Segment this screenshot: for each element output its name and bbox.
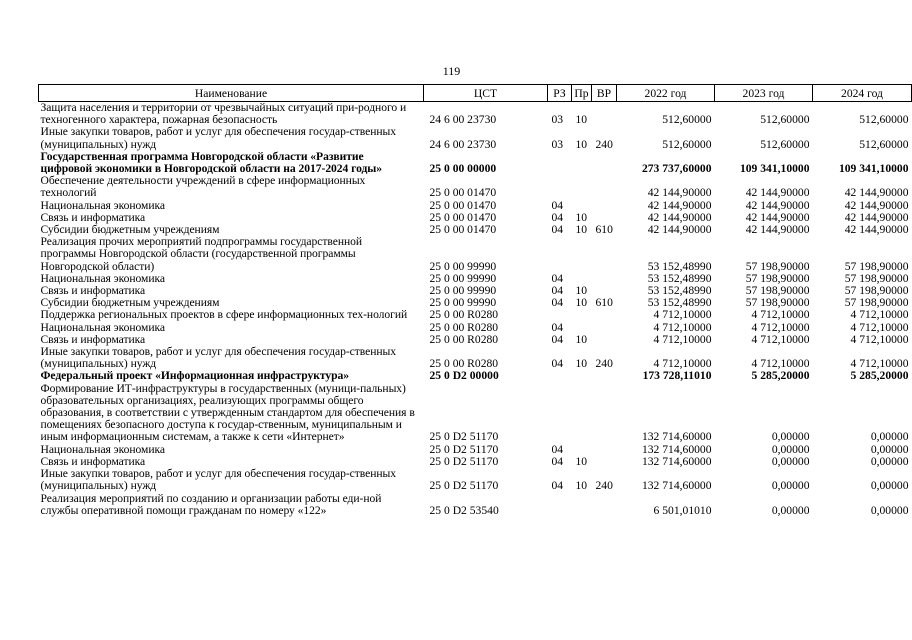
column-header-name: Наименование (39, 85, 424, 102)
cell-pr (572, 493, 592, 517)
cell-name: Национальная экономика (40, 442, 165, 456)
table-row (39, 309, 912, 321)
cell-rz: 04 (551, 357, 564, 371)
table-row (39, 126, 912, 150)
cell-pr: 10 (575, 332, 588, 346)
cell-2022: 42 144,90000 (647, 223, 712, 237)
cell-name: Государственная программа Новгородской области «Развитие цифровой экономики в Новгородской области на 2017-2024 годы» (40, 149, 383, 176)
cell-2023: 0,00000 (771, 442, 810, 456)
cell-pr: 10 (575, 223, 588, 237)
cell-rz: 04 (551, 271, 564, 285)
cell-cst: 25 0 D2 51170 (429, 442, 499, 456)
cell-rz (548, 175, 572, 199)
cell-rz (548, 370, 572, 382)
cell-2023: 512,60000 (760, 137, 810, 151)
cell-vr: 240 (595, 357, 613, 371)
cell-cst: 25 0 00 01470 (429, 210, 497, 224)
cell-pr (572, 236, 592, 273)
cell-cst: 25 0 00 99990 (429, 284, 497, 298)
cell-2024: 57 198,90000 (844, 284, 909, 298)
column-header-2023: 2023 год (715, 85, 813, 102)
cell-pr (572, 370, 592, 382)
cell-2023: 512,60000 (760, 113, 810, 127)
cell-vr (592, 175, 617, 199)
cell-2023: 4 712,10000 (751, 320, 810, 334)
cell-cst: 25 0 D2 51170 (429, 479, 499, 493)
table-row (39, 383, 912, 444)
cell-2024: 4 712,10000 (850, 320, 909, 334)
cell-2024: 42 144,90000 (844, 210, 909, 224)
cell-2022: 53 152,48990 (647, 296, 712, 310)
cell-cst: 25 0 00 R0280 (429, 320, 499, 334)
cell-2024: 57 198,90000 (844, 271, 909, 285)
cell-2022: 273 737,60000 (641, 162, 712, 176)
table-body (39, 102, 912, 517)
table-row (39, 346, 912, 370)
cell-2022: 512,60000 (662, 137, 712, 151)
cell-rz: 04 (551, 198, 564, 212)
cell-2022: 42 144,90000 (647, 210, 712, 224)
cell-2024: 0,00000 (870, 442, 909, 456)
cell-name: Связь и информатика (40, 284, 146, 298)
cell-name: Формирование ИТ-инфраструктуры в государственных (муници-пальных) образовательных организациях, реализующих программы общего образования, в соответствии с утвержденным стандартом для обеспечения в помещениях безопасного доступа к государ-ственным, муниципальным и иным информационным системам, а также к сети «Интернет» (40, 381, 415, 444)
cell-2022: 4 712,10000 (653, 320, 712, 334)
cell-pr: 10 (575, 284, 588, 298)
budget-table (38, 84, 912, 517)
cell-rz (548, 309, 572, 321)
cell-2024: 4 712,10000 (850, 308, 909, 322)
cell-vr (592, 273, 617, 285)
cell-pr (572, 200, 592, 212)
cell-rz: 04 (551, 210, 564, 224)
table-row (39, 200, 912, 212)
cell-rz: 03 (551, 113, 564, 127)
cell-2024: 109 341,10000 (838, 162, 909, 176)
cell-cst: 25 0 00 99990 (429, 296, 497, 310)
cell-cst: 25 0 D2 53540 (429, 503, 499, 517)
cell-2023: 5 285,20000 (751, 369, 810, 383)
cell-vr: 610 (595, 296, 613, 310)
cell-pr (572, 151, 592, 175)
cell-name: Защита населения и территории от чрезвычайных ситуаций при-родного и техногенного характера, пожарная безопасность (40, 101, 407, 127)
cell-2022: 173 728,11010 (642, 369, 712, 383)
cell-cst: 25 0 00 00000 (429, 162, 497, 176)
cell-2024: 512,60000 (859, 113, 909, 127)
cell-name: Реализация прочих мероприятий подпрограммы государственной программы Новгородской области (государственной программы Новгородской области) (40, 235, 363, 273)
cell-2024: 5 285,20000 (850, 369, 909, 383)
page-number: 119 (442, 64, 461, 78)
table-row (39, 468, 912, 492)
cell-2024: 42 144,90000 (844, 223, 909, 237)
table-row (39, 151, 912, 175)
cell-pr: 10 (575, 210, 588, 224)
cell-2022: 512,60000 (662, 113, 712, 127)
cell-vr (592, 200, 617, 212)
column-header-vr: ВР (592, 85, 617, 102)
cell-vr (592, 444, 617, 456)
column-header-rz: РЗ (548, 85, 572, 102)
cell-2024: 57 198,90000 (844, 296, 909, 310)
cell-2022: 4 712,10000 (653, 308, 712, 322)
table-row (39, 175, 912, 199)
cell-2023: 42 144,90000 (745, 223, 810, 237)
cell-rz: 04 (551, 442, 564, 456)
cell-pr: 10 (575, 454, 588, 468)
cell-name: Связь и информатика (40, 454, 146, 468)
table-row (39, 102, 912, 127)
cell-name: Связь и информатика (40, 210, 146, 224)
cell-vr (592, 151, 617, 175)
cell-name: Национальная экономика (40, 198, 165, 212)
cell-cst: 25 0 00 01470 (429, 223, 497, 237)
cell-name: Национальная экономика (40, 320, 165, 334)
cell-cst: 25 0 00 99990 (429, 271, 497, 285)
cell-cst: 24 6 00 23730 (429, 113, 497, 127)
cell-name: Субсидии бюджетным учреждениям (40, 296, 220, 310)
cell-rz (548, 236, 572, 273)
cell-pr (572, 309, 592, 321)
cell-vr (592, 383, 617, 444)
column-header-cst: ЦСТ (424, 85, 548, 102)
cell-2022: 132 714,60000 (641, 479, 712, 493)
cell-2023: 0,00000 (771, 503, 810, 517)
cell-cst: 25 0 00 R0280 (429, 332, 499, 346)
cell-2023: 42 144,90000 (745, 210, 810, 224)
cell-cst: 25 0 D2 51170 (429, 454, 499, 468)
cell-2023: 109 341,10000 (739, 162, 810, 176)
cell-2024: 0,00000 (870, 479, 909, 493)
cell-vr (592, 456, 617, 468)
cell-2023: 4 712,10000 (751, 332, 810, 346)
cell-2024: 4 712,10000 (850, 357, 909, 371)
cell-rz (548, 493, 572, 517)
table-row (39, 236, 912, 273)
column-header-2022: 2022 год (617, 85, 715, 102)
cell-vr (592, 236, 617, 273)
cell-2022: 53 152,48990 (647, 284, 712, 298)
cell-pr: 10 (575, 357, 588, 371)
cell-rz: 04 (551, 479, 564, 493)
column-header-pr: Пр (572, 85, 592, 102)
cell-cst: 24 6 00 23730 (429, 137, 497, 151)
cell-2024: 57 198,90000 (844, 259, 909, 273)
cell-2022: 6 501,01010 (653, 503, 712, 517)
cell-2023: 42 144,90000 (745, 186, 810, 200)
cell-2022: 132 714,60000 (641, 430, 712, 444)
cell-rz: 04 (551, 296, 564, 310)
cell-2024: 4 712,10000 (850, 332, 909, 346)
cell-2022: 53 152,48990 (647, 259, 712, 273)
table-row (39, 370, 912, 382)
cell-2023: 4 712,10000 (751, 308, 810, 322)
cell-2023: 57 198,90000 (745, 284, 810, 298)
cell-name: Обеспечение деятельности учреждений в сфере информационных технологий (40, 174, 366, 200)
cell-2024: 0,00000 (870, 454, 909, 468)
cell-name: Иные закупки товаров, работ и услуг для обеспечения государ-ственных (муниципальных) нужд (40, 467, 397, 493)
cell-2023: 0,00000 (771, 430, 810, 444)
cell-2023: 0,00000 (771, 479, 810, 493)
cell-pr (572, 383, 592, 444)
cell-name: Иные закупки товаров, работ и услуг для обеспечения государ-ственных (муниципальных) нужд (40, 125, 397, 151)
cell-cst: 25 0 D2 51170 (429, 430, 499, 444)
cell-pr: 10 (575, 479, 588, 493)
cell-cst: 25 0 00 99990 (429, 259, 497, 273)
cell-2022: 132 714,60000 (641, 442, 712, 456)
cell-2022: 42 144,90000 (647, 186, 712, 200)
cell-cst: 25 0 00 R0280 (429, 357, 499, 371)
cell-vr (592, 370, 617, 382)
cell-2022: 53 152,48990 (647, 271, 712, 285)
cell-name: Реализация мероприятий по созданию и организации работы еди-ной службы оперативной помощи гражданам по номеру «122» (40, 491, 382, 517)
cell-pr (572, 175, 592, 199)
cell-rz: 03 (551, 137, 564, 151)
cell-2023: 57 198,90000 (745, 259, 810, 273)
column-header-2024: 2024 год (813, 85, 912, 102)
cell-2024: 42 144,90000 (844, 186, 909, 200)
cell-rz: 04 (551, 223, 564, 237)
cell-rz (548, 151, 572, 175)
cell-vr (592, 334, 617, 346)
cell-2024: 0,00000 (870, 503, 909, 517)
cell-rz: 04 (551, 454, 564, 468)
cell-vr (592, 309, 617, 321)
cell-rz: 04 (551, 320, 564, 334)
cell-cst: 25 0 D2 00000 (429, 369, 499, 383)
cell-2022: 4 712,10000 (653, 332, 712, 346)
cell-vr (592, 493, 617, 517)
cell-2023: 0,00000 (771, 454, 810, 468)
table-header-row (39, 85, 912, 102)
cell-rz: 04 (551, 332, 564, 346)
cell-rz: 04 (551, 284, 564, 298)
cell-name: Связь и информатика (40, 332, 146, 346)
cell-name: Поддержка региональных проектов в сфере информационных тех-нологий (40, 308, 408, 322)
cell-name: Национальная экономика (40, 271, 165, 285)
cell-cst: 25 0 00 01470 (429, 198, 497, 212)
cell-2023: 42 144,90000 (745, 198, 810, 212)
cell-2024: 42 144,90000 (844, 198, 909, 212)
cell-rz (548, 383, 572, 444)
cell-vr (592, 102, 617, 127)
cell-2022: 4 712,10000 (653, 357, 712, 371)
cell-2023: 4 712,10000 (751, 357, 810, 371)
cell-pr: 10 (575, 137, 588, 151)
cell-name: Федеральный проект «Информационная инфраструктура» (40, 369, 350, 383)
cell-2024: 0,00000 (870, 430, 909, 444)
cell-2024: 512,60000 (859, 137, 909, 151)
cell-vr: 240 (595, 137, 613, 151)
cell-name: Иные закупки товаров, работ и услуг для обеспечения государ-ственных (муниципальных) нужд (40, 345, 397, 371)
cell-2022: 132 714,60000 (641, 454, 712, 468)
cell-vr (592, 322, 617, 334)
cell-vr: 240 (595, 479, 613, 493)
cell-vr: 610 (595, 223, 613, 237)
cell-cst: 25 0 00 01470 (429, 186, 497, 200)
cell-2022: 42 144,90000 (647, 198, 712, 212)
cell-name: Субсидии бюджетным учреждениям (40, 223, 220, 237)
table-row (39, 493, 912, 517)
cell-pr: 10 (575, 296, 588, 310)
cell-cst: 25 0 00 R0280 (429, 308, 499, 322)
cell-pr: 10 (575, 113, 588, 127)
cell-2023: 57 198,90000 (745, 271, 810, 285)
cell-2023: 57 198,90000 (745, 296, 810, 310)
